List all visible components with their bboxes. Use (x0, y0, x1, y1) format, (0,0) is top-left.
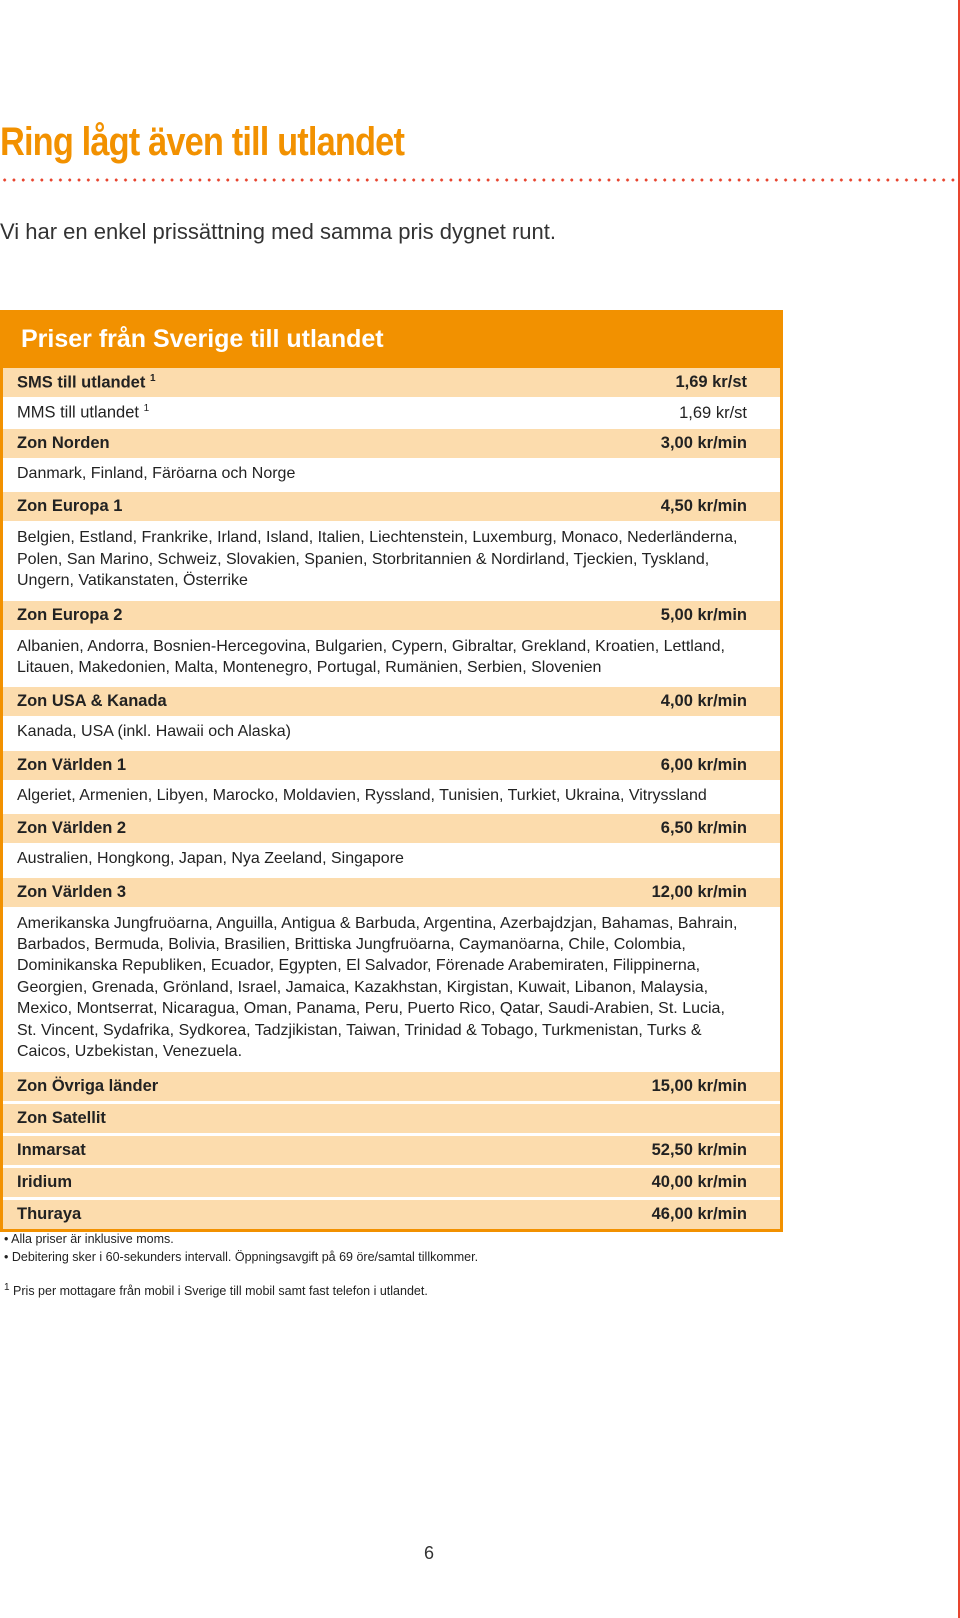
page-title: Ring lågt även till utlandet (0, 120, 405, 164)
zone-countries: Belgien, Estland, Frankrike, Irland, Island, Italien, Liechtenstein, Luxemburg, Monaco, Nederländerna, Polen, San Marino, Schweiz, Slovakien, Spanien, Storbritannien & Nordirland, Tjeckien, Tyskland, Ungern, Vatikanstaten, Österrike (3, 521, 780, 597)
zone-countries: Amerikanska Jungfruöarna, Anguilla, Antigua & Barbuda, Argentina, Azerbajdzjan, Bahamas, Bahrain, Barbados, Bermuda, Bolivia, Brasilien, Brittiska Jungfruöarna, Caymanöarna, Chile, Colombia, Dominikanska Republiken, Ecuador, Egypten, El Salvador, Förenade Arabemiraten, Filippinerna, Georgien, Grenada, Grönland, Israel, Jamaica, Kazakhstan, Kirgistan, Kuwait, Libanon, Malaysia, Mexico, Montserrat, Nicaragua, Oman, Panama, Peru, Puerto Rico, Qatar, Saudi-Arabien, St. Lucia, St. Vincent, Sydafrika, Sydkorea, Tadzjikistan, Taiwan, Trinidad & Tobago, Turkmenistan, Turks & Caicos, Uzbekistan, Venezuela. (3, 907, 780, 1069)
zone-satellite-name: Zon Satellit (17, 1108, 106, 1127)
zone-price: 12,00 kr/min (651, 882, 747, 901)
satellite-row (3, 1165, 780, 1197)
page-number: 6 (424, 1543, 435, 1563)
zone-satellite-row (3, 1101, 780, 1133)
satellite-name: Thuraya (17, 1204, 82, 1223)
sms-label: SMS till utlandet (17, 373, 146, 392)
zone-name: Zon Världen 2 (17, 819, 127, 838)
mms-footnote-mark: 1 (143, 403, 150, 415)
sms-price: 1,69 kr/st (675, 373, 747, 391)
zone-countries: Kanada, USA (inkl. Hawaii och Alaska) (3, 716, 780, 747)
zone-row (3, 598, 780, 630)
zone-countries: Algeriet, Armenien, Libyen, Marocko, Moldavien, Ryssland, Tunisien, Turkiet, Ukraina, Vitryssland (3, 780, 780, 811)
sms-footnote-mark: 1 (149, 372, 156, 384)
zone-row (3, 429, 780, 458)
intro-text: Vi har en enkel prissättning med samma pris dygnet runt. (0, 219, 556, 244)
satellite-row (3, 1133, 780, 1165)
note-item: • Debitering sker i 60-sekunders intervall. Öppningsavgift på 69 öre/samtal tillkommer. (4, 1250, 479, 1264)
zone-other-row (3, 1069, 780, 1101)
zone-name: Zon Europa 1 (17, 497, 123, 516)
zone-other-name: Zon Övriga länder (17, 1076, 159, 1095)
price-table-heading: Priser från Sverige till utlandet (3, 310, 780, 368)
mms-price: 1,69 kr/st (679, 403, 747, 422)
mms-row (3, 397, 780, 429)
notes (4, 1230, 478, 1266)
zone-row (3, 489, 780, 521)
footnote-mark: 1 (4, 1282, 10, 1293)
price-table (0, 310, 783, 1232)
zone-name: Zon Norden (17, 434, 110, 452)
zone-row (3, 684, 780, 716)
zone-name: Zon Europa 2 (17, 605, 123, 624)
zone-row (3, 748, 780, 780)
satellite-price: 40,00 kr/min (651, 1172, 747, 1191)
zone-name: Zon Världen 3 (17, 882, 127, 901)
zone-name: Zon USA & Kanada (17, 692, 167, 711)
satellite-price: 46,00 kr/min (651, 1204, 747, 1223)
zone-price: 6,50 kr/min (660, 819, 747, 838)
zone-row (3, 811, 780, 843)
satellite-row (3, 1197, 780, 1229)
satellite-price: 52,50 kr/min (651, 1140, 747, 1159)
note-item: • Alla priser är inklusive moms. (4, 1232, 174, 1246)
zone-countries: Australien, Hongkong, Japan, Nya Zeeland, Singapore (3, 843, 780, 874)
zone-row (3, 875, 780, 907)
sms-row (3, 368, 780, 397)
zone-countries: Danmark, Finland, Färöarna och Norge (3, 458, 780, 489)
footnote (4, 1282, 428, 1298)
zone-price: 4,50 kr/min (660, 497, 747, 516)
satellite-name: Iridium (17, 1172, 73, 1191)
satellite-name: Inmarsat (17, 1140, 86, 1159)
zone-price: 4,00 kr/min (660, 692, 747, 711)
dotted-divider (0, 178, 958, 182)
zone-countries: Albanien, Andorra, Bosnien-Hercegovina, Bulgarien, Cypern, Gibraltar, Grekland, Kroatien, Lettland, Litauen, Makedonien, Malta, Montenegro, Portugal, Rumänien, Serbien, Slovenien (3, 630, 780, 685)
zone-name: Zon Världen 1 (17, 755, 127, 774)
zone-price: 6,00 kr/min (660, 755, 747, 774)
zone-price: 3,00 kr/min (660, 434, 747, 452)
mms-label: MMS till utlandet (17, 403, 139, 422)
zone-price: 5,00 kr/min (660, 605, 747, 624)
footnote-text: Pris per mottagare från mobil i Sverige till mobil samt fast telefon i utlandet. (13, 1284, 428, 1299)
zone-other-price: 15,00 kr/min (651, 1076, 747, 1095)
